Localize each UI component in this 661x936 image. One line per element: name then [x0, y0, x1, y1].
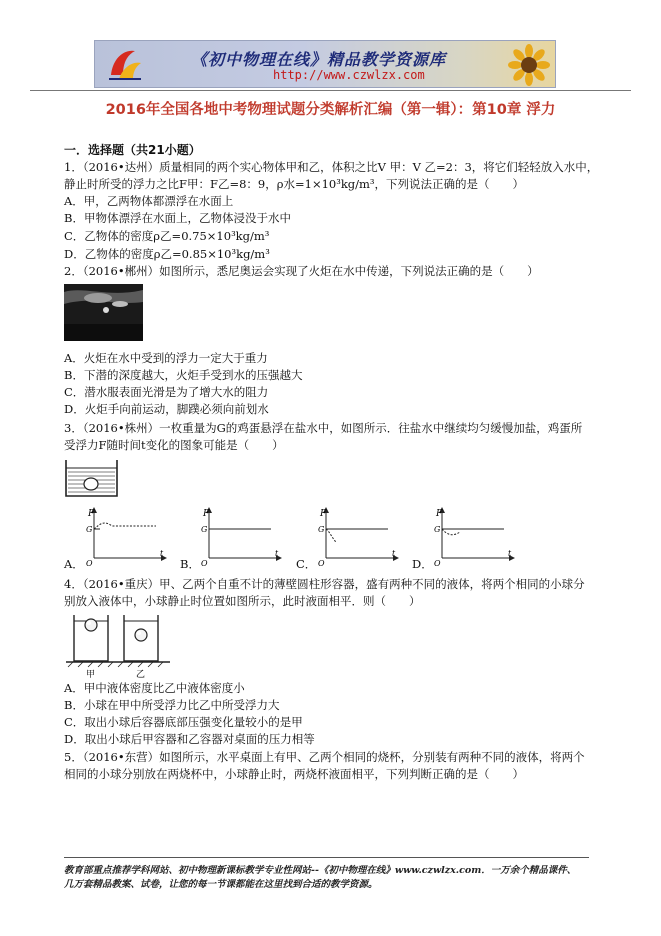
- q3-beaker-egg-figure: [64, 458, 119, 498]
- footer-line1: 教育部重点推荐学科网站、初中物理新课标教学专业性网站--《初中物理在线》www.czwlzx.com．一万余个精品课件、: [64, 865, 577, 876]
- q4-option-c: C．取出小球后容器底部压强变化量较小的是甲: [64, 715, 303, 729]
- footer-divider: [64, 857, 589, 858]
- q3-d-axis-f: F: [436, 509, 443, 519]
- q2-option-b: B．下潜的深度越大，火炬手受到水的压强越大: [64, 368, 303, 382]
- q4-option-d: D．取出小球后甲容器和乙容器对桌面的压力相等: [64, 732, 315, 746]
- q2-line1: 2．（2016•郴州）如图所示，悉尼奥运会实现了火炬在水中传递，下列说法正确的是（ ）: [64, 264, 539, 278]
- q3-option-d-label: D．: [412, 557, 433, 571]
- q3-c-label-g: G: [318, 525, 325, 534]
- q3-a-axis-t: t: [160, 549, 164, 558]
- banner-title: 《初中物理在线》精品教学资源库: [191, 50, 447, 69]
- q3-line1: 3．（2016•株州）一枚重量为G的鸡蛋悬浮在盐水中，如图所示．往盐水中继续均匀缓慢加盐，鸡蛋所: [64, 421, 583, 435]
- q4-two-containers-figure: [64, 611, 174, 679]
- q3-b-label-g: G: [201, 525, 208, 534]
- q3-graph-b: [201, 509, 279, 568]
- q4-line1: 4．（2016•重庆）甲、乙两个自重不计的薄壁圆柱形容器，盛有两种不同的液体，将两个相同的小球分: [64, 577, 585, 591]
- q3-d-axis-t: t: [508, 549, 512, 558]
- q4-option-b: B．小球在甲中所受浮力比乙中所受浮力大: [64, 698, 280, 712]
- q1-option-a: A．甲，乙两物体都漂浮在水面上: [64, 194, 234, 208]
- q3-a-origin: O: [86, 559, 93, 568]
- q5-line1: 5．（2016•东营）如图所示，水平桌面上有甲、乙两个相同的烧杯，分别装有两种不同的液体，将两个: [64, 750, 585, 764]
- q2-option-a: A．火炬在水中受到的浮力一定大于重力: [64, 351, 268, 365]
- q3-c-axis-f: F: [320, 509, 327, 519]
- q2-option-c: C．潜水服表面光滑是为了增大水的阻力: [64, 385, 269, 399]
- q1-line2: 静止时所受的浮力之比F甲：F乙=8：9，ρ水=1×10³kg/m³，下列说法正确的是（ ）: [64, 177, 525, 191]
- q3-line2: 受浮力F随时间t变化的图象可能是（ ）: [64, 438, 284, 452]
- q3-a-label-g: G: [86, 525, 93, 534]
- q1-option-d: D．乙物体的密度ρ乙=0.85×10³kg/m³: [64, 247, 270, 261]
- q3-b-origin: O: [201, 559, 208, 568]
- q3-option-c-label: C．: [296, 557, 317, 571]
- q2-option-d: D．火炬手向前运动，脚蹼必须向前划水: [64, 402, 269, 416]
- q3-d-origin: O: [434, 559, 441, 568]
- q3-c-origin: O: [318, 559, 325, 568]
- section-heading: 一．选择题（共21小题）: [64, 143, 201, 157]
- banner-url[interactable]: http://www.czwlzx.com: [273, 68, 425, 82]
- q1-option-c: C．乙物体的密度ρ乙=0.75×10³kg/m³: [64, 229, 270, 243]
- q3-a-axis-f: F: [88, 509, 95, 519]
- q3-option-b-label: B．: [180, 557, 200, 571]
- q3-option-a-label: A．: [64, 557, 84, 571]
- q3-graph-c: [318, 509, 396, 568]
- q1-option-b: B．甲物体漂浮在水面上，乙物体浸没于水中: [64, 211, 291, 225]
- q3-c-axis-t: t: [392, 549, 396, 558]
- q2-underwater-torch-photo: [64, 284, 143, 341]
- header-banner: [94, 40, 556, 88]
- q1-line1: 1．（2016•达州）质量相同的两个实心物体甲和乙，体积之比V 甲：V 乙=2：3，将它们轻轻放入水中，: [64, 160, 599, 174]
- footer-line2: 几万套精品教案、试卷，让您的每一节课都能在这里找到合适的教学资源。: [64, 879, 378, 890]
- q4-option-a: A．甲中液体密度比乙中液体密度小: [64, 681, 245, 695]
- q3-b-axis-f: F: [203, 509, 210, 519]
- site-logo-icon: [105, 45, 145, 83]
- q3-graph-options: [64, 506, 594, 568]
- q3-d-label-g: G: [434, 525, 441, 534]
- q3-graph-a: [86, 509, 164, 568]
- q3-graph-d: [434, 509, 512, 568]
- q4-label-jia: 甲: [86, 670, 96, 679]
- q3-b-axis-t: t: [275, 549, 279, 558]
- header-divider: [30, 90, 631, 91]
- document-title: 2016年全国各地中考物理试题分类解析汇编（第一辑）：第10章 浮力: [105, 102, 556, 118]
- q4-label-yi: 乙: [136, 670, 146, 679]
- q4-line2: 别放入液体中，小球静止时位置如图所示，此时液面相平．则（ ）: [64, 594, 421, 608]
- q5-line2: 相同的小球分别放在两烧杯中，小球静止时，两烧杯液面相平，下列判断正确的是（ ）: [64, 767, 524, 781]
- sunflower-icon: [505, 43, 553, 87]
